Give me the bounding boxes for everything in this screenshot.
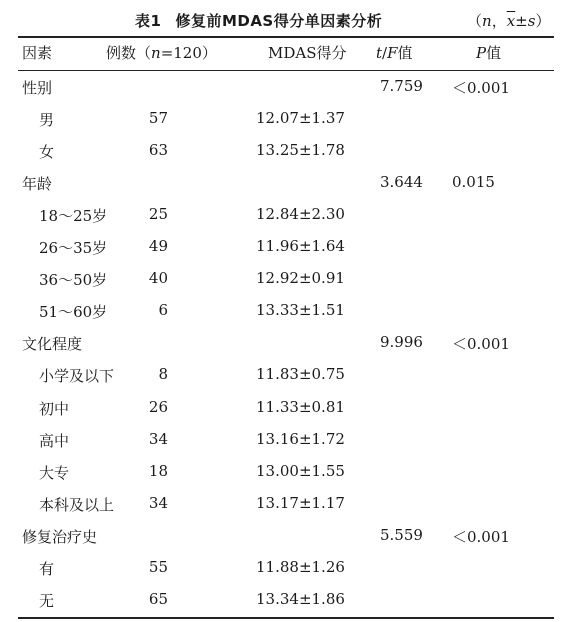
header-count-n: n xyxy=(151,44,161,62)
table-row xyxy=(0,199,571,231)
cell-subgroup: 本科及以上 xyxy=(39,495,115,514)
cell-count: 63 xyxy=(148,141,168,160)
cell-score: 11.83±0.75 xyxy=(256,365,345,384)
cell-subgroup: 初中 xyxy=(39,399,70,418)
header-t: t xyxy=(376,44,383,62)
cell-factor: 修复治疗史 xyxy=(22,527,98,546)
header-slash: / xyxy=(382,44,388,62)
table-row xyxy=(0,488,571,520)
cell-score: 12.84±2.30 xyxy=(256,205,345,224)
table-row xyxy=(0,584,571,616)
cell-subgroup: 高中 xyxy=(39,431,70,450)
cell-subgroup: 小学及以下 xyxy=(39,367,115,386)
table-title-text: 修复前MDAS得分单因素分析 xyxy=(175,12,383,30)
cell-score: 13.25±1.78 xyxy=(256,141,345,160)
stat-note-open: （ xyxy=(467,12,483,30)
table-row xyxy=(0,424,571,456)
cell-count: 6 xyxy=(158,301,168,320)
cell-count: 25 xyxy=(148,205,168,224)
header-count-suffix: =120） xyxy=(160,44,217,62)
table-row xyxy=(0,552,571,584)
table-row xyxy=(0,135,571,167)
cell-score: 11.96±1.64 xyxy=(256,237,345,256)
cell-t-f-value: 7.759 xyxy=(380,77,423,95)
header-p: P xyxy=(476,44,487,62)
cell-count: 55 xyxy=(148,557,168,576)
cell-score: 11.33±0.81 xyxy=(256,397,345,416)
table-row xyxy=(0,359,571,391)
cell-count: 65 xyxy=(148,589,168,608)
cell-count: 57 xyxy=(148,109,168,128)
header-t-suffix: 值 xyxy=(397,44,413,62)
header-count-prefix: 例数（ xyxy=(106,44,152,62)
cell-p-value: ＜0.001 xyxy=(452,335,510,354)
cell-count: 8 xyxy=(158,365,168,384)
table-row xyxy=(0,167,571,199)
top-rule xyxy=(18,36,554,38)
cell-count: 18 xyxy=(148,461,168,480)
cell-count: 34 xyxy=(148,493,168,512)
cell-score: 13.17±1.17 xyxy=(256,493,345,512)
table-row xyxy=(0,520,571,552)
table-title xyxy=(135,10,382,31)
table-row xyxy=(0,263,571,295)
cell-score: 11.88±1.26 xyxy=(256,557,345,576)
table-row xyxy=(0,456,571,488)
cell-p-value: 0.015 xyxy=(452,173,495,192)
cell-factor: 年龄 xyxy=(22,175,53,194)
cell-subgroup: 26～35岁 xyxy=(39,239,108,258)
cell-subgroup: 18～25岁 xyxy=(39,207,108,226)
stat-note-n: n xyxy=(482,12,492,30)
cell-subgroup: 36～50岁 xyxy=(39,271,108,290)
header-f: F xyxy=(387,44,398,62)
stat-note-mean: $\overline{x}$ xyxy=(506,12,516,30)
stat-note-sep: ， xyxy=(491,12,507,30)
stat-note-sd: s xyxy=(527,12,536,30)
header-factor: 因素 xyxy=(22,44,53,62)
cell-subgroup: 51～60岁 xyxy=(39,303,108,322)
statistics-note xyxy=(467,10,550,31)
cell-score: 13.00±1.55 xyxy=(256,461,345,480)
stat-note-close: ） xyxy=(535,12,551,30)
cell-score: 12.07±1.37 xyxy=(256,109,345,128)
cell-p-value: ＜0.001 xyxy=(452,79,510,97)
header-p-suffix: 值 xyxy=(486,44,502,62)
cell-t-f-value: 5.559 xyxy=(380,525,423,544)
cell-score: 12.92±0.91 xyxy=(256,269,345,288)
stat-note-pm: ± xyxy=(515,12,528,30)
cell-subgroup: 无 xyxy=(39,591,55,610)
cell-subgroup: 女 xyxy=(39,143,55,162)
cell-t-f-value: 3.644 xyxy=(380,173,423,192)
header-t-f-value xyxy=(376,42,413,63)
cell-score: 13.16±1.72 xyxy=(256,429,345,448)
table-number: 表1 xyxy=(135,12,162,30)
cell-factor: 性别 xyxy=(22,79,53,97)
table-row xyxy=(0,327,571,359)
cell-score: 13.34±1.86 xyxy=(256,589,345,608)
cell-count: 40 xyxy=(148,269,168,288)
cell-t-f-value: 9.996 xyxy=(380,333,423,352)
table-row xyxy=(0,71,571,103)
table-row xyxy=(0,231,571,263)
header-p-value xyxy=(476,42,501,63)
bottom-rule xyxy=(18,617,554,619)
cell-subgroup: 大专 xyxy=(39,463,70,482)
cell-count: 49 xyxy=(148,237,168,256)
header-count xyxy=(106,42,217,63)
cell-subgroup: 有 xyxy=(39,559,55,578)
cell-subgroup: 男 xyxy=(39,111,55,130)
table-caption xyxy=(0,0,571,38)
cell-score: 13.33±1.51 xyxy=(256,301,345,320)
cell-count: 26 xyxy=(148,397,168,416)
table-row xyxy=(0,103,571,135)
header-score: MDAS得分 xyxy=(268,44,347,62)
cell-factor: 文化程度 xyxy=(22,335,83,354)
cell-count: 34 xyxy=(148,429,168,448)
table-row xyxy=(0,295,571,327)
cell-p-value: ＜0.001 xyxy=(452,527,510,546)
table-row xyxy=(0,392,571,424)
